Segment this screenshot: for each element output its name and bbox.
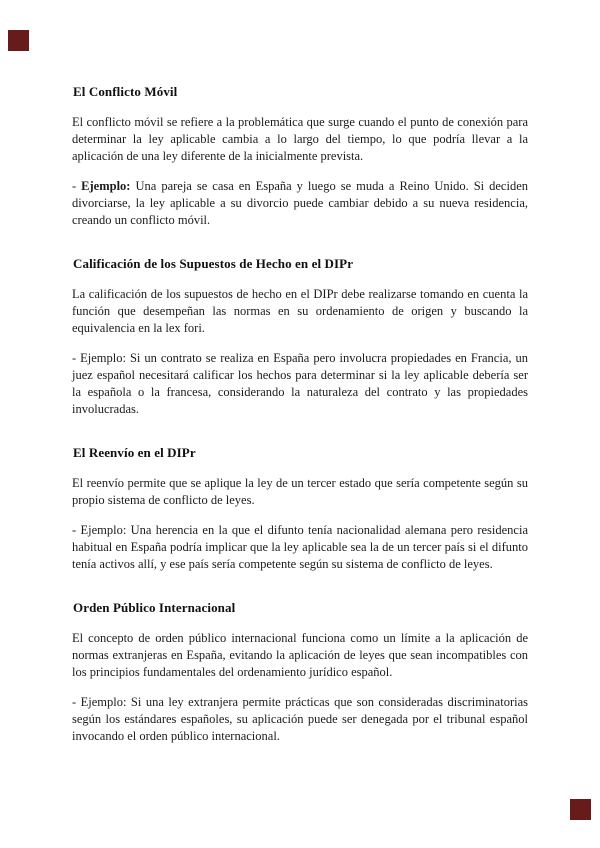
- section-reenvio-dipr: [72, 445, 528, 573]
- section-example: [72, 694, 528, 745]
- section-example: [72, 178, 528, 229]
- section-paragraph: La calificación de los supuestos de hecho en el DIPr debe realizarse tomando en cuenta la función que desempeñan las normas en su ordenamiento de origen y buscando la equivalencia en la lex fori.: [72, 287, 528, 335]
- section-calificacion-supuestos: [72, 256, 528, 418]
- corner-square-bottom-right: [570, 799, 591, 820]
- example-text: - Ejemplo: Si una ley extranjera permite prácticas que son consideradas discriminatorias según los estándares españoles, su aplicación puede ser denegada por el tribunal español invocando el orden público internacional.: [72, 695, 528, 743]
- document-content: [72, 84, 528, 758]
- example-text: - Ejemplo: Si un contrato se realiza en España pero involucra propiedades en Francia, un juez español necesitará calificar los hechos para determinar si la ley aplicable debería ser la española o la francesa, considerando la naturaleza del contrato y las propiedades involucradas.: [72, 351, 528, 416]
- example-text: - Ejemplo: Una herencia en la que el difunto tenía nacionalidad alemana pero residencia habitual en España podría implicar que la ley aplicable sea la de un tercer país si el difunto tenía activos allí, y ese país sería competente según su sistema de conflicto de leyes.: [72, 523, 528, 571]
- example-text: Una pareja se casa en España y luego se muda a Reino Unido. Si deciden divorciarse, la ley aplicable a su divorcio puede cambiar debido a su nueva residencia, creando un conflicto móvil.: [72, 179, 528, 227]
- section-heading: El Conflicto Móvil: [73, 84, 178, 99]
- section-heading: Orden Público Internacional: [73, 600, 236, 615]
- section-conflicto-movil: [72, 84, 528, 229]
- section-heading: El Reenvío en el DIPr: [73, 445, 196, 460]
- section-paragraph: El concepto de orden público internacional funciona como un límite a la aplicación de normas extranjeras en España, evitando la aplicación de leyes que sean incompatibles con los principios fundamentales del ordenamiento jurídico español.: [72, 631, 528, 679]
- example-label: Ejemplo:: [81, 179, 131, 193]
- section-paragraph: El reenvío permite que se aplique la ley de un tercer estado que sería competente según su propio sistema de conflicto de leyes.: [72, 476, 528, 507]
- section-orden-publico: [72, 600, 528, 745]
- section-example: [72, 522, 528, 573]
- section-heading: Calificación de los Supuestos de Hecho en el DIPr: [73, 256, 354, 271]
- section-example: [72, 350, 528, 418]
- corner-square-top-left: [8, 30, 29, 51]
- section-paragraph: El conflicto móvil se refiere a la problemática que surge cuando el punto de conexión para determinar la ley aplicable cambia a lo largo del tiempo, lo que podría llevar a la aplicación de una ley diferente de la inicialmente prevista.: [72, 115, 528, 163]
- example-lead: -: [72, 179, 82, 193]
